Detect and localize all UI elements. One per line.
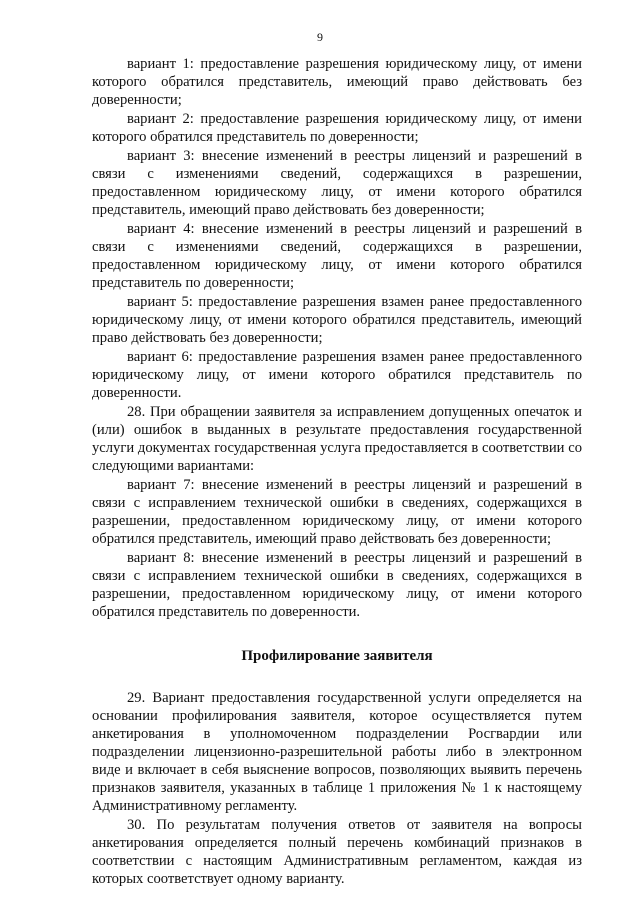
paragraph-item-30: 30. По результатам получения ответов от заявителя на вопросы анкетирования определяется полный перечень комбинаций признаков в соответствии с настоящим Административным регламентом, каждая из которых соответствует одному варианту. [92,817,582,887]
section-heading: Профилирование заявителя [241,648,433,664]
document-body [92,55,582,888]
paragraph-variant-4: вариант 4: внесение изменений в реестры лицензий и разрешений в связи с изменениями сведений, содержащихся в разрешении, предоставленном юридическому лицу, от имени которого обратился представитель по доверенности; [92,221,582,291]
paragraph-item-28: 28. При обращении заявителя за исправлением допущенных опечаток и (или) ошибок в выданных в результате предоставления государственной услуги документах государственная услуга предоставляется в соответствии со следующими вариантами: [92,404,582,474]
page-number: 9 [317,30,323,44]
paragraph-variant-3: вариант 3: внесение изменений в реестры лицензий и разрешений в связи с изменениями сведений, содержащихся в разрешении, предоставленном юридическому лицу, от имени которого обратился представитель, имеющий право действовать без доверенности; [92,148,582,218]
paragraph-variant-2: вариант 2: предоставление разрешения юридическому лицу, от имени которого обратился представитель по доверенности; [92,111,582,145]
paragraph-item-29: 29. Вариант предоставления государственной услуги определяется на основании профилирования заявителя, которое осуществляется путем анкетирования в уполномоченном подразделении Росгвардии или подразделении лицензионно-разрешительной работы либо в электронном виде и включает в себя выяснение вопросов, позволяющих выявить перечень признаков заявителя, указанных в таблице 1 приложения № 1 к настоящему Административному регламенту. [92,690,582,814]
paragraph-variant-5: вариант 5: предоставление разрешения взамен ранее предоставленного юридическому лицу, от имени которого обратился представитель, имеющий право действовать без доверенности; [92,294,582,346]
paragraph-variant-1: вариант 1: предоставление разрешения юридическому лицу, от имени которого обратился представитель, имеющий право действовать без доверенности; [92,56,582,108]
paragraph-variant-7: вариант 7: внесение изменений в реестры лицензий и разрешений в связи с исправлением технической ошибки в сведениях, содержащихся в разрешении, предоставленном юридическому лицу, от имени которого обратился представитель, имеющий право действовать без доверенности; [92,477,582,547]
paragraph-variant-8: вариант 8: внесение изменений в реестры лицензий и разрешений в связи с исправлением технической ошибки в сведениях, содержащихся в разрешении, предоставленном юридическому лицу, от имени которого обратился представитель по доверенности. [92,550,582,620]
paragraph-variant-6: вариант 6: предоставление разрешения взамен ранее предоставленного юридическому лицу, от имени которого обратился представитель по доверенности. [92,349,582,401]
